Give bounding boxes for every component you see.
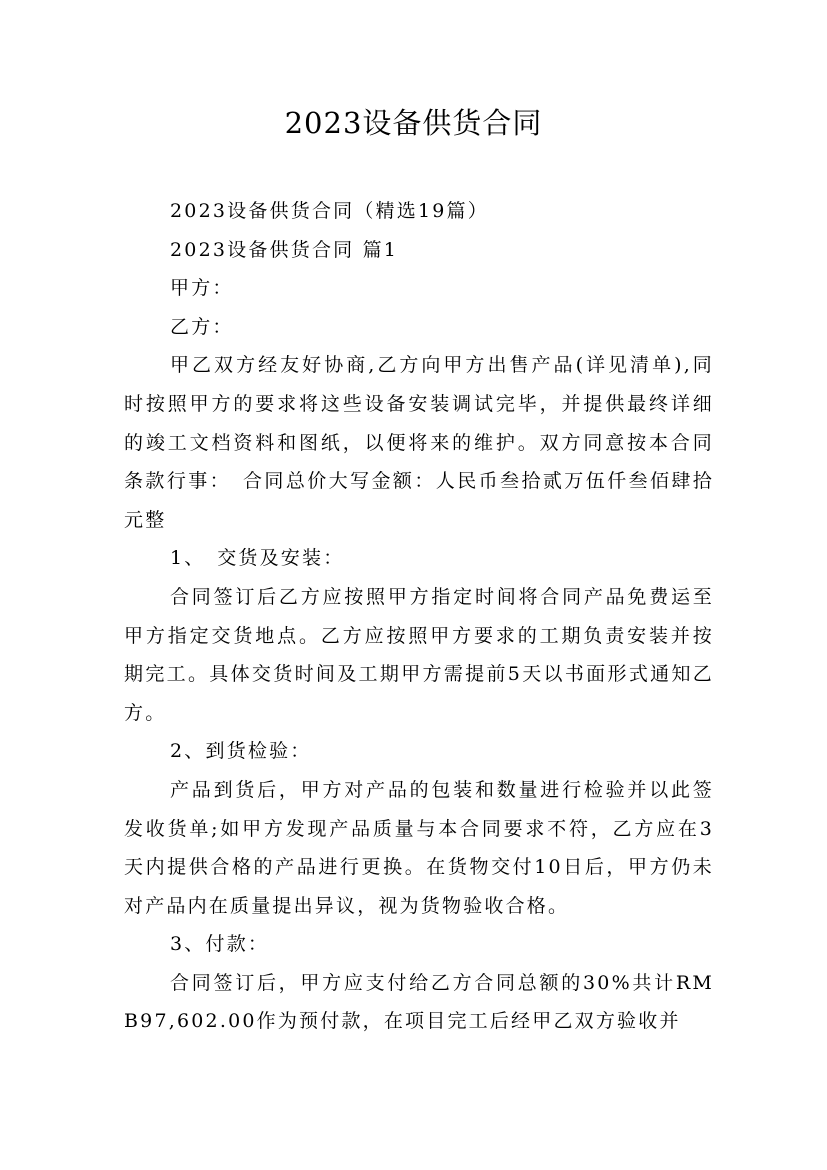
clause-2-heading: 2、到货检验：	[170, 740, 312, 763]
document-body	[124, 192, 714, 1041]
clause-1-heading: 1、 交货及安装：	[170, 547, 345, 570]
party-b-label: 乙方：	[170, 315, 234, 338]
document-title: 2023设备供货合同	[284, 106, 543, 140]
clause-1-paragraph: 合同签订后乙方应按照甲方指定时间将合同产品免费运至甲方指定交货地点。乙方应按照甲方要求的工期负责安装并按期完工。具体交货时间及工期甲方需提前5天以书面形式通知乙方。	[124, 585, 714, 724]
section-heading: 2023设备供货合同 篇1	[170, 238, 399, 261]
party-a-label: 甲方：	[170, 277, 234, 300]
clause-3-paragraph: 合同签订后，甲方应支付给乙方合同总额的30%共计RMB97,602.00作为预付款，在项目完工后经甲乙双方验收并	[124, 971, 714, 1033]
clause-3-heading: 3、付款：	[170, 933, 270, 956]
subtitle-paragraph: 2023设备供货合同（精选19篇）	[170, 200, 489, 222]
intro-paragraph: 甲乙双方经友好协商,乙方向甲方出售产品(详见清单),同时按照甲方的要求将这些设备安装调试完毕，并提供最终详细的竣工文档资料和图纸，以便将来的维护。双方同意按本合同条款行事： 合同总价大写金额：人民币叁拾贰万伍仟叁佰肆拾元整	[124, 354, 714, 531]
clause-2-paragraph: 产品到货后，甲方对产品的包装和数量进行检验并以此签发收货单;如甲方发现产品质量与本合同要求不符，乙方应在3天内提供合格的产品进行更换。在货物交付10日后，甲方仍未对产品内在质量提出异议，视为货物验收合格。	[124, 778, 714, 917]
